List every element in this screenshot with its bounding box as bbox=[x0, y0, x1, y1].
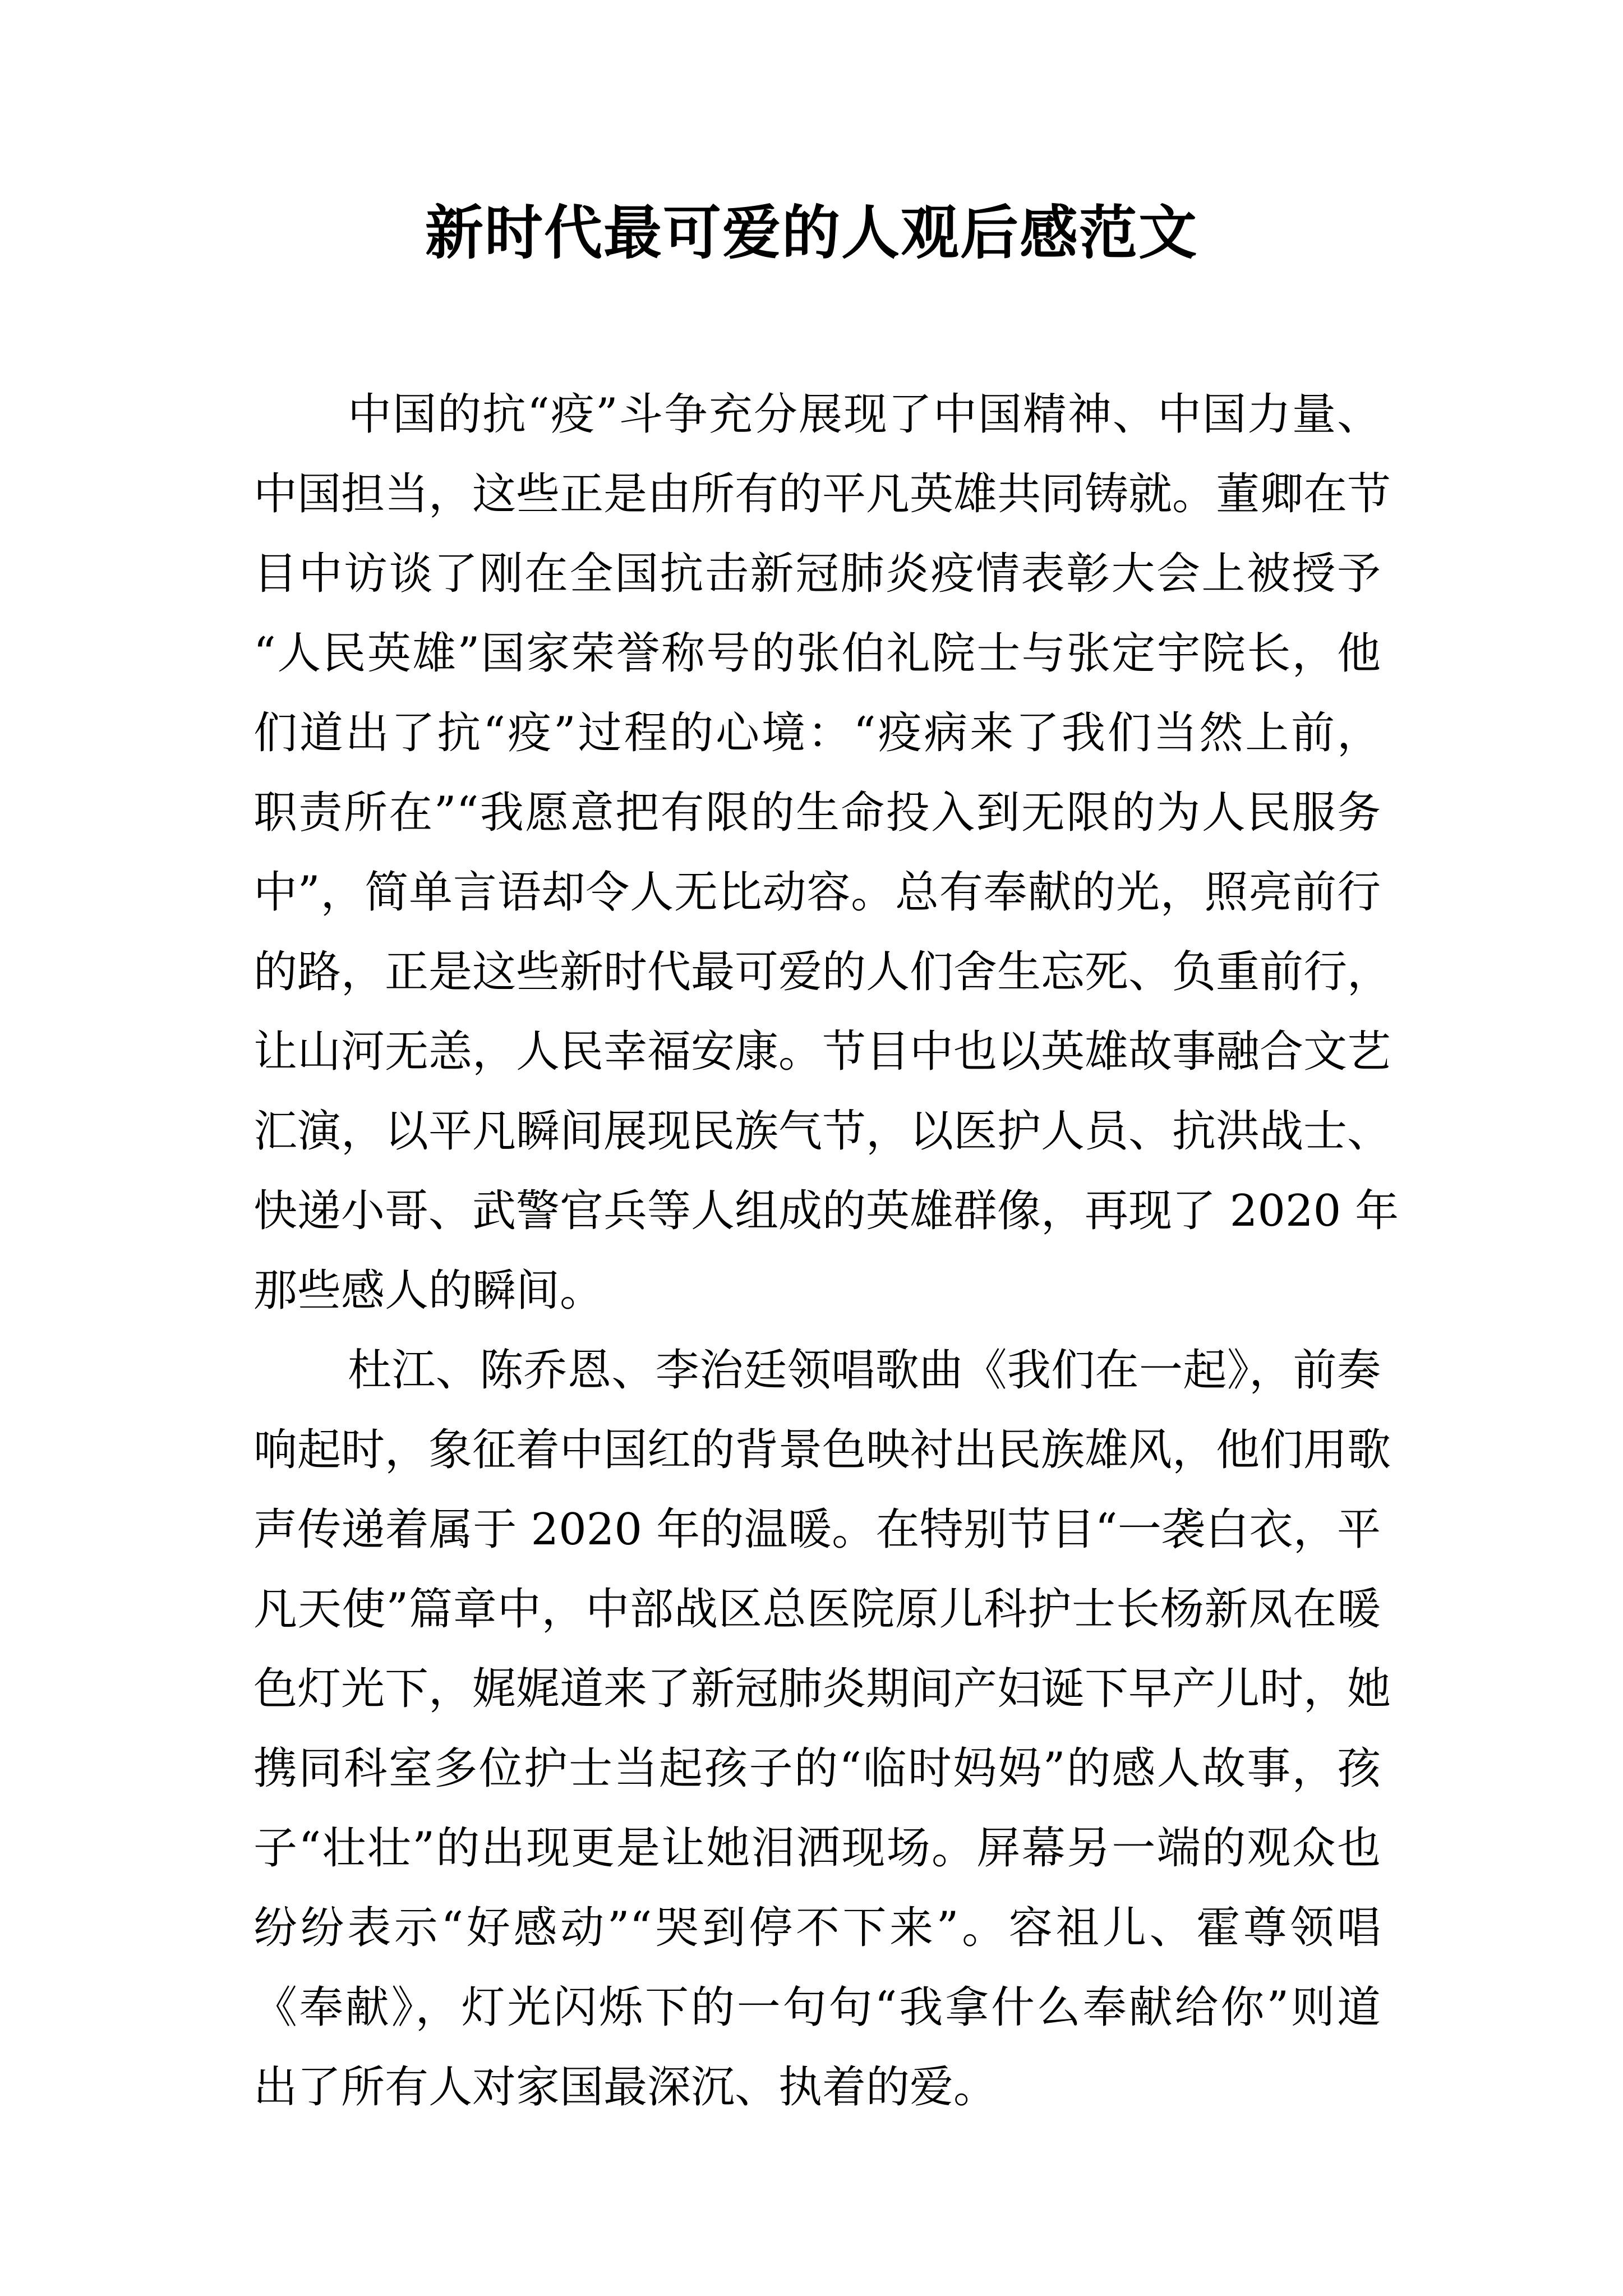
paragraph-1-line: 中”，简单言语却令人无比动容。总有奉献的光，照亮前行 bbox=[253, 867, 1381, 918]
paragraph-1-line: 中国担当，这些正是由所有的平凡英雄共同铸就。董卿在节 bbox=[253, 469, 1391, 519]
paragraph-2-line: 杜江、陈乔恩、李治廷领唱歌曲《我们在一起》，前奏 bbox=[348, 1345, 1381, 1396]
paragraph-1-line: 让山河无恙，人民幸福安康。节目中也以英雄故事融合文艺 bbox=[253, 1027, 1391, 1077]
paragraph-2-line: 携同科室多位护士当起孩子的“临时妈妈”的感人故事，孩 bbox=[253, 1743, 1381, 1794]
paragraph-1-line: 们道出了抗“疫”过程的心境：“疫病来了我们当然上前， bbox=[253, 708, 1381, 758]
paragraph-1-line: 快递小哥、武警官兵等人组成的英雄群像，再现了 2020 年 bbox=[253, 1186, 1399, 1236]
paragraph-2-line: 响起时，象征着中国红的背景色映衬出民族雄风，他们用歌 bbox=[253, 1425, 1391, 1475]
paragraph-1-line: 中国的抗“疫”斗争充分展现了中国精神、中国力量、 bbox=[348, 389, 1381, 440]
paragraph-1-line: 目中访谈了刚在全国抗击新冠肺炎疫情表彰大会上被授予 bbox=[253, 549, 1381, 599]
paragraph-1-line: 职责所在”“我愿意把有限的生命投入到无限的为人民服务 bbox=[253, 788, 1381, 838]
paragraph-2-line: 《奉献》，灯光闪烁下的一句句“我拿什么奉献给你”则道 bbox=[253, 1982, 1381, 2033]
paragraph-1-line: 的路，正是这些新时代最可爱的人们舍生忘死、负重前行， bbox=[253, 947, 1391, 997]
paragraph-1-line: “人民英雄”国家荣誉称号的张伯礼院士与张定宇院长，他 bbox=[253, 628, 1381, 679]
paragraph-1-line: 那些感人的瞬间。 bbox=[253, 1266, 604, 1316]
paragraph-2-line: 凡天使”篇章中，中部战区总医院原儿科护士长杨新凤在暖 bbox=[253, 1584, 1381, 1635]
paragraph-1-line: 汇演，以平凡瞬间展现民族气节，以医护人员、抗洪战士、 bbox=[253, 1106, 1391, 1157]
paragraph-2-line: 色灯光下，娓娓道来了新冠肺炎期间产妇诞下早产儿时，她 bbox=[253, 1664, 1391, 1714]
paragraph-2-line: 出了所有人对家国最深沉、执着的爱。 bbox=[253, 2062, 998, 2113]
paragraph-2-line: 纷纷表示“好感动”“哭到停不下来”。容祖儿、霍尊领唱 bbox=[253, 1903, 1381, 1953]
document-body bbox=[253, 375, 1399, 2127]
paragraph-2-line: 声传递着属于 2020 年的温暖。在特别节目“一袭白衣，平 bbox=[253, 1504, 1381, 1555]
paragraph-2-line: 子“壮壮”的出现更是让她泪洒现场。屏幕另一端的观众也 bbox=[253, 1823, 1381, 1874]
document-title: 新时代最可爱的人观后感范文 bbox=[425, 198, 1198, 267]
